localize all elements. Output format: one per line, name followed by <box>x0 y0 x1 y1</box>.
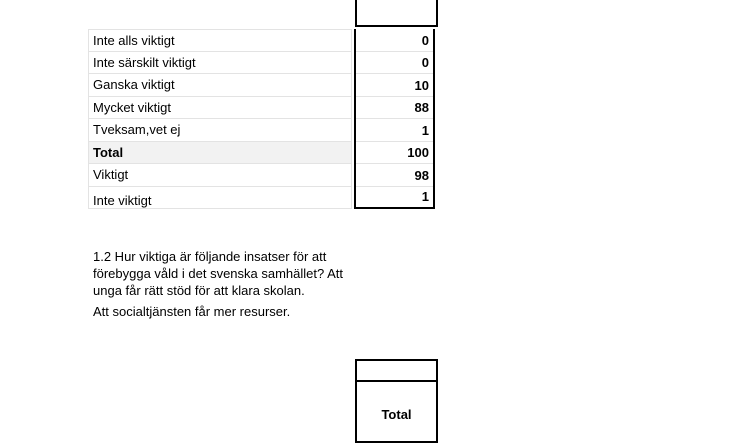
table-row <box>88 187 437 210</box>
row-value: 10 <box>354 74 435 97</box>
table-row <box>88 74 437 97</box>
column-header-total: Total <box>381 407 412 422</box>
row-label: Mycket viktigt <box>88 97 352 120</box>
table-row <box>88 119 437 142</box>
row-value: 98 <box>354 164 435 187</box>
row-label: Total <box>88 142 352 165</box>
row-label: Tveksam,vet ej <box>88 119 352 142</box>
question-block <box>93 248 355 320</box>
table1-header-box <box>355 0 438 27</box>
row-value: 1 <box>354 119 435 142</box>
row-label: Ganska viktigt <box>88 74 352 97</box>
table-row <box>88 52 437 75</box>
row-label: Inte särskilt viktigt <box>88 52 352 75</box>
table-row <box>88 29 437 52</box>
row-value: 0 <box>354 52 435 75</box>
header-divider <box>357 380 436 382</box>
table-row <box>88 97 437 120</box>
row-label: Viktigt <box>88 164 352 187</box>
row-value: 88 <box>354 97 435 120</box>
row-value: 1 <box>354 187 435 210</box>
question-subtext: Att socialtjänsten får mer resurser. <box>93 304 291 319</box>
results-table <box>88 29 437 209</box>
table2-header-box <box>355 359 438 443</box>
row-label: Inte viktigt <box>88 187 352 210</box>
table-row-total <box>88 142 437 165</box>
question-text: 1.2 Hur viktiga är följande insatser för att förebygga våld i det svenska samhället? Att unga får rätt stöd för att klara skolan. <box>93 249 344 298</box>
table-row <box>88 164 437 187</box>
row-value: 100 <box>354 142 435 165</box>
row-value: 0 <box>354 29 435 52</box>
row-label: Inte alls viktigt <box>88 29 352 52</box>
